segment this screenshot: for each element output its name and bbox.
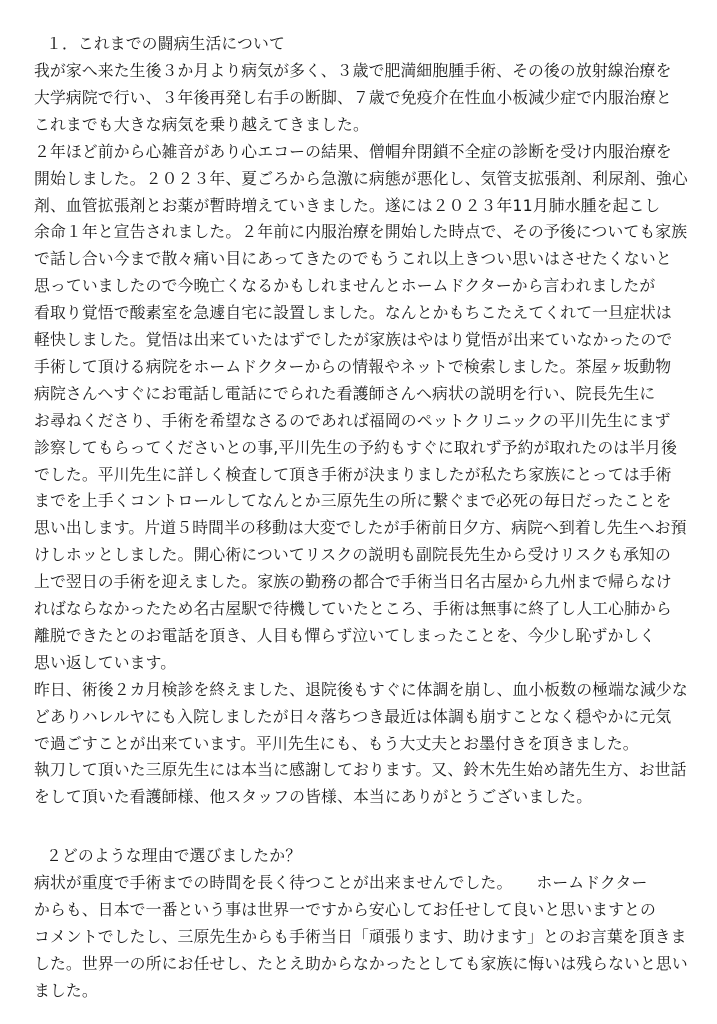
text-line: 我が家へ来た生後３か月より病気が多く、３歳で肥満細胞腫手術、その後の放射線治療を: [34, 61, 672, 80]
text-line: で話し合い今まで散々痛い目にあってきたのでもうこれ以上きつい思いはさせたくないと: [34, 249, 672, 269]
text-line: 手術して頂ける病院をホームドクターからの情報やネットで検索しました。茶屋ヶ坂動物: [34, 356, 672, 376]
text-line: 上で翌日の手術を迎えました。家族の勤務の都合で手術当日名古屋から九州まで帰らなけ: [34, 572, 672, 592]
text-line: 思い返しています。: [34, 652, 177, 672]
text-line: で過ごすことが出来ています。平川先生にも、もう大丈夫とお墨付きを頂きました。: [34, 733, 639, 753]
text-line: けしホッとしました。開心術についてリスクの説明も副院長先生から受けリスクも承知の: [34, 545, 671, 565]
section-1-heading: １．これまでの闘病生活について: [46, 34, 285, 53]
text-line: した。世界一の所にお任せし、たとえ助からなかったとしても家族に悔いは残らないと思い: [34, 953, 688, 973]
text-line: ればならなかったため名古屋駅で待機していたところ、手術は無事に終了し人工心肺から: [34, 599, 672, 618]
text-line: ２年ほど前から心雑音があり心エコーの結果、僧帽弁閉鎖不全症の診断を受け内服治療を: [34, 141, 672, 161]
text-line: 離脱できたとのお電話を頂き、人目も憚らず泣いてしまったことを、今少し恥ずかしく: [34, 625, 656, 645]
text-line: 思い出します。片道５時間半の移動は大変でしたが手術前日夕方、病院へ到着し先生へお預: [34, 518, 687, 538]
text-line: 大学病院で行い、３年後再発し右手の断脚、７歳で免疫介在性血小板減少症で内服治療と: [34, 87, 672, 107]
text-line: をして頂いた看護師様、他スタッフの皆様、本当にありがとうございました。: [34, 787, 593, 807]
text-line: ました。: [34, 980, 98, 1000]
text-line: 思っていましたので今晩亡くなるかもしれませんとホームドクターから言われましたが: [34, 276, 656, 296]
text-line: 軽快しました。覚悟は出来ていたはずでしたが家族はやはり覚悟が出来ていなかったので: [34, 330, 673, 349]
text-line: お尋ねくださり、手術を希望なさるのであれば福岡のペットクリニックの平川先生にまず: [34, 410, 671, 430]
text-line: 余命１年と宣告されました。２年前に内服治療を開始した時点で、その予後についても家族: [34, 222, 688, 242]
section-2-heading: ２どのような理由で選びましたか？: [46, 846, 302, 865]
text-line: 診察してもらってくださいとの事,平川先生の予約もすぐに取れず予約が取れたのは半月後: [34, 437, 678, 457]
text-line: コメントでしたし、三原先生からも手術当日「頑張ります、助けます」とのお言葉を頂きま: [34, 926, 687, 946]
text-line: までを上手くコントロールしてなんとか三原先生の所に繋ぐまで必死の毎日だったことを: [34, 491, 672, 511]
text-line: でした。平川先生に詳しく検査して頂き手術が決まりましたが私たち家族にとっては手術: [34, 464, 672, 484]
text-line: 看取り覚悟で酸素室を急遽自宅に設置しました。なんとかもちこたえてくれて一旦症状は: [34, 303, 672, 323]
text-line: 病院さんへすぐにお電話し電話にでられた看護師さんへ病状の説明を行い、院長先生に: [34, 383, 656, 403]
text-line: 執刀して頂いた三原先生には本当に感謝しております。又、鈴木先生始め諸先生方、お世話: [34, 760, 687, 780]
text-line: 開始しました。２０２３年、夏ごろから急激に病態が悪化し、気管支拡張剤、利尿剤、強心: [34, 168, 688, 188]
text-line: 剤、血管拡張剤とお薬が暫時増えていきました。遂には２０２３年11月肺水腫を起こし: [34, 195, 661, 215]
text-line: どありハレルヤにも入院しましたが日々落ちつき最近は体調も崩すことなく穏やかに元気: [34, 706, 672, 726]
text-line: 病状が重度で手術までの時間を長く待つことが出来ませんでした。 ホームドクター: [34, 873, 648, 892]
text-line: からも、日本で一番という事は世界一ですから安心してお任せして良いと思いますとの: [34, 899, 656, 919]
text-line: これまでも大きな病気を乗り越えてきました。: [34, 114, 369, 134]
text-line: 昨日、術後２カ月検診を終えました、退院後もすぐに体調を崩し、血小板数の極端な減少な: [34, 679, 688, 699]
